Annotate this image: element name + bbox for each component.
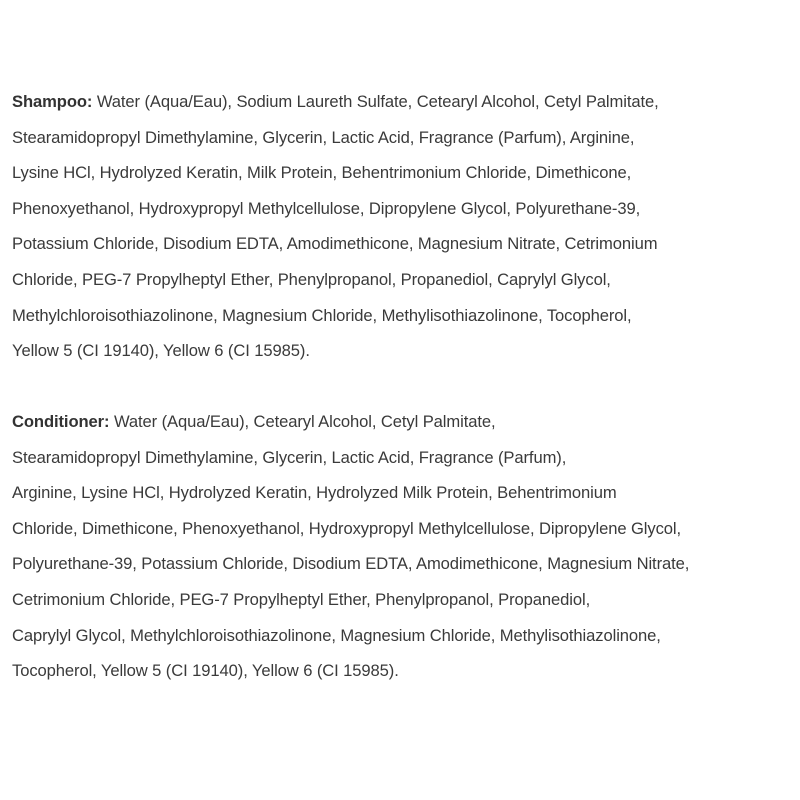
conditioner-line-2: Stearamidopropyl Dimethylamine, Glycerin, Lactic Acid, Fragrance (Parfum),	[12, 447, 567, 467]
shampoo-label: Shampoo:	[12, 92, 93, 111]
shampoo-line-4: Phenoxyethanol, Hydroxypropyl Methylcellulose, Dipropylene Glycol, Polyurethane-39,	[12, 198, 641, 218]
conditioner-line-4: Chloride, Dimethicone, Phenoxyethanol, Hydroxypropyl Methylcellulose, Dipropylene Glycol,	[12, 518, 682, 538]
shampoo-line-1-text: Water (Aqua/Eau), Sodium Laureth Sulfate, Cetearyl Alcohol, Cetyl Palmitate,	[92, 92, 659, 111]
conditioner-line-3: Arginine, Lysine HCl, Hydrolyzed Keratin, Hydrolyzed Milk Protein, Behentrimonium	[12, 483, 617, 503]
conditioner-line-5: Polyurethane-39, Potassium Chloride, Disodium EDTA, Amodimethicone, Magnesium Nitrate,	[12, 554, 690, 574]
conditioner-label: Conditioner:	[12, 412, 110, 431]
shampoo-line-1	[12, 84, 792, 120]
shampoo-line-5: Potassium Chloride, Disodium EDTA, Amodimethicone, Magnesium Nitrate, Cetrimonium	[12, 234, 658, 254]
shampoo-line-3: Lysine HCl, Hydrolyzed Keratin, Milk Protein, Behentrimonium Chloride, Dimethicone,	[12, 163, 632, 183]
conditioner-line-1	[12, 404, 792, 440]
shampoo-line-7: Methylchloroisothiazolinone, Magnesium Chloride, Methylisothiazolinone, Tocopherol,	[12, 305, 632, 325]
shampoo-line-2: Stearamidopropyl Dimethylamine, Glycerin, Lactic Acid, Fragrance (Parfum), Arginine,	[12, 127, 635, 147]
conditioner-line-1-text: Water (Aqua/Eau), Cetearyl Alcohol, Cetyl Palmitate,	[109, 412, 496, 431]
conditioner-line-7: Caprylyl Glycol, Methylchloroisothiazolinone, Magnesium Chloride, Methylisothiazolinone,	[12, 625, 661, 645]
shampoo-line-6: Chloride, PEG-7 Propylheptyl Ether, Phenylpropanol, Propanediol, Caprylyl Glycol,	[12, 269, 611, 289]
conditioner-ingredients	[12, 404, 792, 689]
conditioner-line-8: Tocopherol, Yellow 5 (CI 19140), Yellow 6 (CI 15985).	[12, 661, 399, 681]
shampoo-line-8: Yellow 5 (CI 19140), Yellow 6 (CI 15985).	[12, 341, 310, 361]
conditioner-line-6: Cetrimonium Chloride, PEG-7 Propylheptyl Ether, Phenylpropanol, Propanediol,	[12, 589, 591, 609]
shampoo-ingredients	[12, 84, 792, 369]
